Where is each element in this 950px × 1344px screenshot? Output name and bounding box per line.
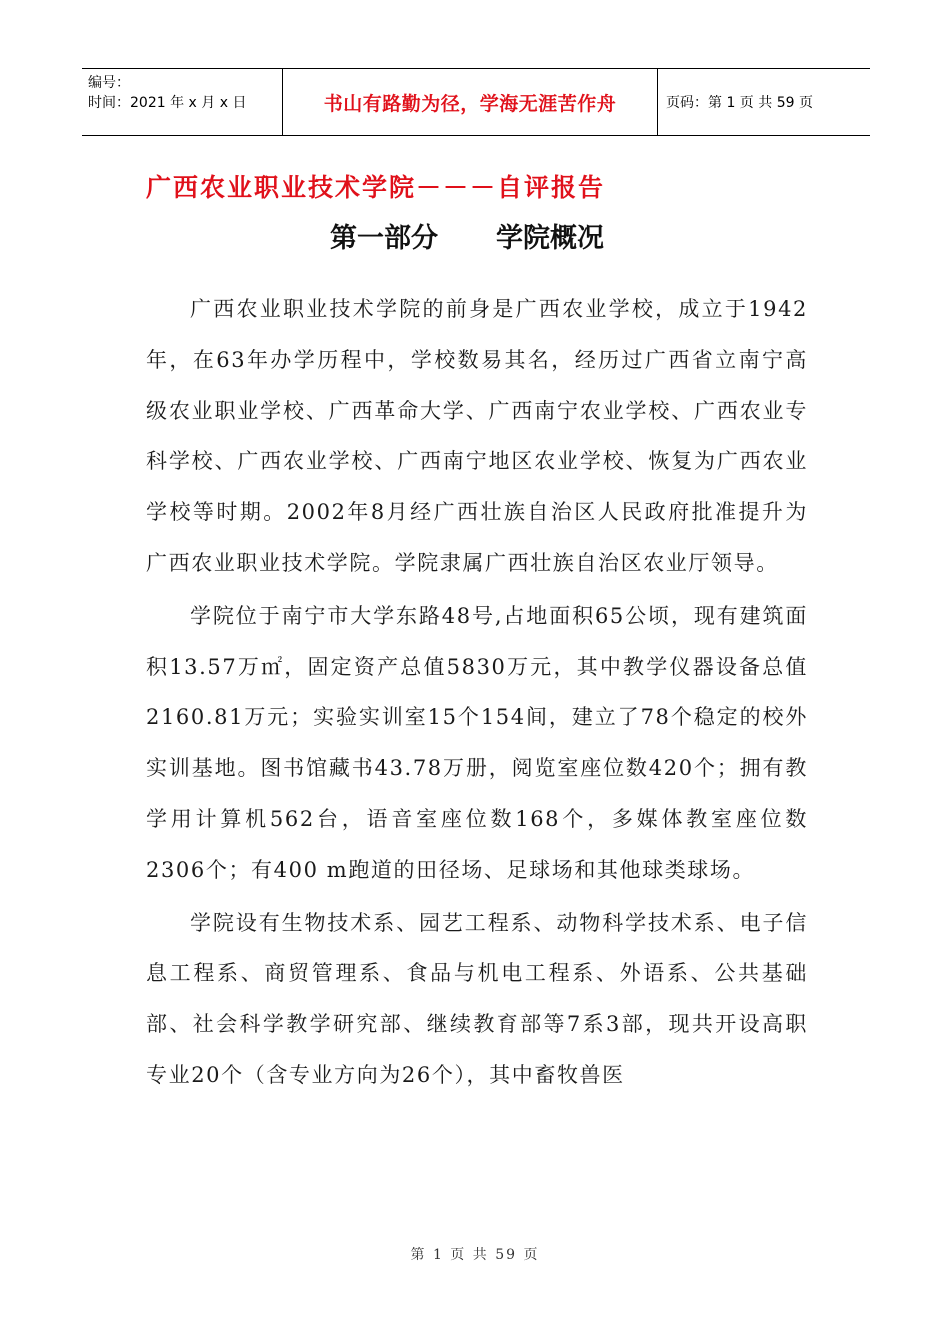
date-label: 时间：2021 年 x 月 x 日 (88, 95, 247, 111)
document-title: 广西农业职业技术学院－－－自评报告 (146, 173, 606, 202)
section-part-label: 第一部分 (330, 223, 438, 254)
serial-number-label: 编号： (88, 75, 130, 91)
body-paragraph: 广西农业职业技术学院的前身是广西农业学校，成立于1942年，在63年办学历程中，学校数易其名，经历过广西省立南宁高级农业职业学校、广西革命大学、广西南宁农业学校、广西农业专科学校、广西农业学校、广西南宁地区农业学校、恢复为广西农业学校等时期。2002年8月经广西壮族自治区人民政府批准提升为广西农业职业技术学院。学院隶属广西壮族自治区农业厅领导。 (146, 297, 808, 575)
footer-page-number: 第 1 页 共 59 页 (410, 1247, 540, 1263)
section-heading (330, 216, 604, 255)
body-paragraph: 学院设有生物技术系、园艺工程系、动物科学技术系、电子信息工程系、商贸管理系、食品与机电工程系、外语系、公共基础部、社会科学教学研究部、继续教育部等7系3部，现共开设高职专业20个（含专业方向为26个），其中畜牧兽医 (146, 910, 808, 1087)
page-info-cell (658, 69, 870, 135)
document-body (146, 284, 808, 1101)
motto-text: 书山有路勤为径，学海无涯苦作舟 (323, 92, 617, 115)
section-name-label: 学院概况 (496, 223, 604, 254)
body-paragraph: 学院位于南宁市大学东路48号,占地面积65公顷，现有建筑面积13.57万㎡，固定资产总值5830万元，其中教学仪器设备总值2160.81万元；实验实训室15个154间，建立了78个稳定的校外实训基地。图书馆藏书43.78万册，阅览室座位数420个；拥有教学用计算机562台，语音室座位数168个，多媒体教室座位数2306个；有400 m跑道的田径场、足球场和其他球类球场。 (146, 603, 808, 882)
page-footer (0, 1244, 950, 1264)
header-meta-cell (82, 69, 282, 135)
page-info-text: 页码：第 1 页 共 59 页 (666, 95, 813, 111)
motto-cell (282, 69, 658, 135)
header-table (82, 68, 870, 136)
